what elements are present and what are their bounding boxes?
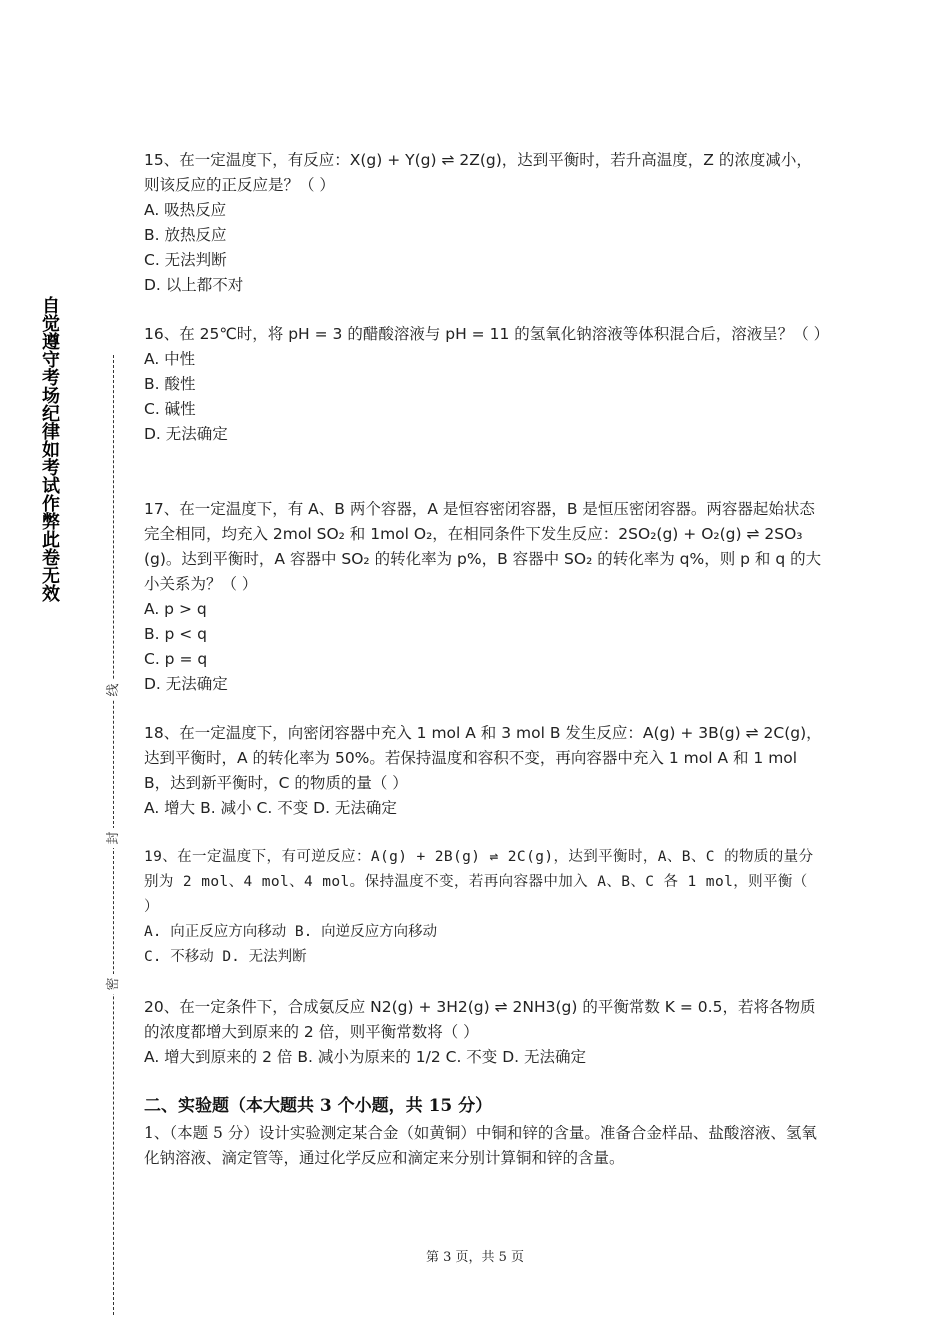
question-stem: 19、在一定温度下，有可逆反应：A(g) + 2B(g) ⇌ 2C(g)，达到平衡时，A、B、C 的物质的量分别为 2 mol、4 mol、4 mol。保持温度不变，若再向容器中加入 A、B、C 各 1 mol，则平衡（ ） — [144, 849, 814, 915]
question-20 — [144, 995, 824, 1070]
question-18 — [144, 721, 824, 821]
experiment-question-1: 1、（本题 5 分）设计实验测定某合金（如黄铜）中铜和锌的含量。准备合金样品、盐酸溶液、氢氧化钠溶液、滴定管等，通过化学反应和滴定来分别计算铜和锌的含量。 — [144, 1124, 817, 1167]
option-a: A. 中性 — [144, 350, 196, 368]
option-b: B. p < q — [144, 625, 208, 643]
option-d: D. 无法确定 — [144, 675, 228, 693]
binding-label-seal: 封 — [104, 828, 124, 848]
page-footer: 第 3 页，共 5 页 — [425, 1250, 525, 1265]
question-stem: 15、在一定温度下，有反应：X(g) + Y(g) ⇌ 2Z(g)，达到平衡时，若升高温度，Z 的浓度减小，则该反应的正反应是？（ ） — [144, 151, 812, 194]
question-16 — [144, 322, 830, 447]
options-line-1: A. 向正反应方向移动 B. 向逆反应方向移动 — [144, 924, 438, 940]
option-a: A. p > q — [144, 600, 207, 618]
option-b: B. 放热反应 — [144, 226, 227, 244]
option-c: C. 无法判断 — [144, 251, 227, 269]
options-line: A. 增大到原来的 2 倍 B. 减小为原来的 1/2 C. 不变 D. 无法确定 — [144, 1048, 587, 1066]
option-d: D. 无法确定 — [144, 425, 228, 443]
binding-label-line: 线 — [104, 680, 124, 700]
exam-discipline-notice: 自觉遵守考场纪律如考试作弊此卷无效 — [39, 296, 60, 602]
option-c: C. p = q — [144, 650, 208, 668]
binding-label-secret: 密 — [104, 974, 124, 994]
question-19 — [144, 845, 824, 970]
question-stem: 16、在 25℃时，将 pH = 3 的醋酸溶液与 pH = 11 的氢氧化钠溶液等体积混合后，溶液呈？（ ） — [144, 325, 830, 343]
question-stem: 18、在一定温度下，向密闭容器中充入 1 mol A 和 3 mol B 发生反应：A(g) + 3B(g) ⇌ 2C(g)，达到平衡时，A 的转化率为 50%。若保持温度和容积不变，再向容器中充入 1 mol A 和 1 mol B，达到新平衡时，C 的物质的量（ ） — [144, 724, 822, 792]
option-a: A. 吸热反应 — [144, 201, 227, 219]
question-stem: 17、在一定温度下，有 A、B 两个容器，A 是恒容密闭容器，B 是恒压密闭容器。两容器起始状态完全相同，均充入 2mol SO₂ 和 1mol O₂，在相同条件下发生反应：2SO₂(g) + O₂(g) ⇌ 2SO₃(g)。达到平衡时，A 容器中 SO₂ 的转化率为 p%，B 容器中 SO₂ 的转化率为 q%，则 p 和 q 的大小关系为？（ ） — [144, 500, 822, 593]
options-line: A. 增大 B. 减小 C. 不变 D. 无法确定 — [144, 799, 397, 817]
section-title: 二、实验题（本大题共 3 个小题，共 15 分） — [144, 1096, 493, 1116]
option-d: D. 以上都不对 — [144, 276, 244, 294]
question-17 — [144, 497, 824, 697]
option-c: C. 碱性 — [144, 400, 196, 418]
options-line-2: C. 不移动 D. 无法判断 — [144, 949, 307, 965]
question-15 — [144, 148, 824, 298]
question-stem: 20、在一定条件下，合成氨反应 N2(g) + 3H2(g) ⇌ 2NH3(g) 的平衡常数 K = 0.5，若将各物质的浓度都增大到原来的 2 倍，则平衡常数将（ ） — [144, 998, 816, 1041]
option-b: B. 酸性 — [144, 375, 196, 393]
